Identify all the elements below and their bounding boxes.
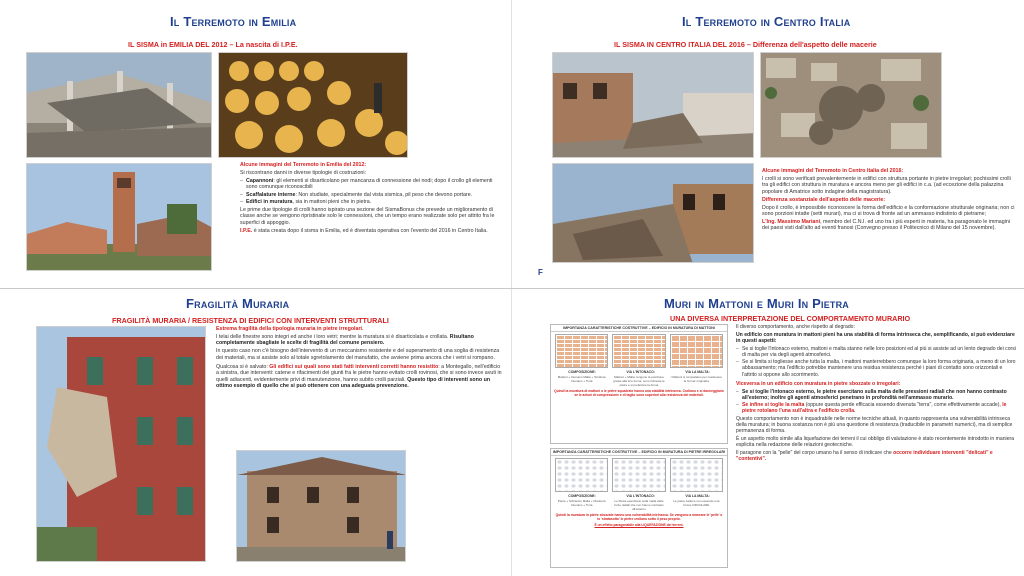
diagram-note: I Mattoni si compattano per mantenere la 'forma' originaria [670, 375, 722, 383]
slide-subtitle: IL SISMA IN CENTRO ITALIA DEL 2016 – Differenza dell'aspetto delle macerie [614, 40, 877, 49]
diagram-header: IMPORTANZA CARATTERISTICHE COSTRUTTIVE – EDIFICIO IN MURATURA DI MATTONI [551, 325, 727, 332]
diagram-brick-wall [550, 324, 728, 444]
photo-stone-house-montegallo [236, 450, 406, 562]
text-paragraph: È un aspetto molto simile alla liquefazione dei terreni il cui obbligo di valutazione è stato recentemente introdotto in maniera esplicita nella redazione delle relazioni geotecniche. [736, 435, 1015, 449]
slide-centro-italia [514, 0, 1024, 288]
photo-aerial-rubble [760, 52, 942, 158]
text-paragraph: Le prime due tipologie di crolli hanno ispirato una sezione del SismaBonus che prevede un miglioramento di classe anche se vengono ripristinate solo le connessioni, che un tempo erano realizzate solo per attrito fra le superfici di appoggio. [240, 207, 495, 226]
bullet-item: – Se si limita si togliesse anche tutta la malta, i mattoni manterrebbero comunque la loro forma originaria, a meno di un loro abbassamento; ma l'edificio potrebbe mantenere una residua resistenza perché i piani di contatto sono orizzontali e l'attrito si oppone allo scorrimento. [736, 359, 1018, 378]
text-block [736, 324, 1018, 572]
horizontal-divider [0, 288, 1024, 289]
diagram-label: VIA LA MALTA: [685, 494, 710, 498]
text-block [762, 168, 1018, 284]
slide-subtitle: FRAGILITÀ MURARIA / RESISTENZA DI EDIFICI CON INTERVENTI STRUTTURALI [112, 316, 389, 325]
text-paragraph: I.P.E. è stata creata dopo il sisma in Emilia, ed è diventata operativa con l'evento del 2016 in Centro Italia. [240, 227, 488, 234]
brick-no-mortar-figure [670, 334, 723, 368]
photo-red-building [36, 326, 206, 562]
bullet-item: – Se si toglie l'intonaco esterno, mattoni e malta stanno nelle loro posizioni ed al più si assiste ad un lento degrado dei corsi di malta per via degli agenti atmosferici. [736, 346, 1018, 358]
photo-church-tower [26, 163, 212, 271]
text-block [240, 162, 502, 284]
text-paragraph: In questo caso non c'è bisogno dell'intervento di un meccanismo resistente e del superamento di una soglia di resistenza dei materiali, ma si assiste solo al totale sgretolamento del manufatto, che avviene prima ancora che i vetri si rompano. [216, 348, 500, 361]
slide-fragilita [0, 290, 510, 576]
diagram-header: IMPORTANZA CARATTERISTICHE COSTRUTTIVE – EDIFICIO IN MURATURA DI PIETRE IRREGOLARI [552, 450, 726, 454]
brick-composition-figure [555, 334, 608, 368]
diagram-label: VIA LA MALTA: [685, 370, 710, 374]
slide-title: Fragilità Muraria [186, 296, 290, 311]
photo-cheese-shelves [218, 52, 408, 158]
text-paragraph: Qualcosa si è salvato: Gli edifici sui quali sono stati fatti interventi corretti hanno resistito: a Montegallo, nell'edificio a sinistra, due interventi: catene e rifacimenti dei giunti fra le pietre hanno evitato crolli rovinosi, che si sono invece avuti in quelli adiacenti, evidentemente privi di manutenzione, hanno subito crolli parziali. Questo tipo di interventi sono un ottimo esempio di quello che si può ottenere con una adeguata prevenzione. [216, 364, 502, 390]
bullet-item: – Se infine si toglie la malta (oppure questa perde efficacia essendo divenuta "terra", come effettivamente accade), le pietre rotolano l'una sull'altra e l'edificio crolla. [736, 402, 1018, 414]
text-intro: Si riscontrano danni in diverse tipologie di costruzioni: [240, 169, 367, 176]
slide-letter: F [538, 268, 543, 277]
slide-title: Il Terremoto in Emilia [170, 14, 297, 29]
slide-title: Il Terremoto in Centro Italia [682, 14, 851, 29]
diagram-label: VIA L'INTONACO: [626, 370, 655, 374]
photo-collapsed-stone-building [552, 163, 754, 263]
diagram-label: COMPOSIZIONE: [568, 370, 596, 374]
text-intro: Il diverso comportamento, anche rispetto al degrado: [736, 324, 855, 330]
diagram-caption: Quindi la muratura di mattoni o le pietre squadrate hanno una stabilità intrinseca. Crollano e si danneggiano se le azioni di compressione e di taglio sono superiori alla resistenza dei materiali. [554, 389, 724, 397]
slide-muri [514, 290, 1024, 576]
diagram-note: Mattoni + Malta: tengono la posizione grazie alla loro forma, sono richieste le pietre e si preferisce la forma [613, 375, 665, 387]
text-heading: Alcune immagini del Terremoto in Centro Italia del 2016: [762, 168, 904, 174]
slide-subtitle: UNA DIVERSA INTERPRETAZIONE DEL COMPORTAMENTO MURARIO [670, 314, 911, 323]
stone-composition-figure [555, 458, 608, 492]
text-paragraph: Dopo il crollo, è impossibile riconoscere la forma dell'edificio e la conformazione strutturale originaria; non ci sono porzioni intatte (setti murari), ma ci si trova di fronte ad un ammasso indistinto di pietrame; [762, 204, 1015, 217]
bullet-item: – Edifici in muratura, sia in mattoni pieni che in pietra. [240, 199, 502, 205]
diagram-footer: È un effetto paragonabile alla LIQUEFAZIONE dei terreni. [594, 523, 684, 527]
stone-no-plaster-figure [612, 458, 665, 492]
diagram-note: Pietre + Schiaccio Malta + Muratura Intonaco + Tinta [557, 499, 606, 507]
slide-subtitle: IL SISMA in EMILIA DEL 2012 – La nascita di I.P.E. [128, 40, 298, 49]
diagram-note: Le pietre cadono non essendo una forma CIRCOLARE [673, 499, 720, 507]
stone-no-mortar-figure [670, 458, 723, 492]
diagram-note: Mattoni + Intonaco Malta + Struttura Intonaco + Tinta [557, 375, 606, 383]
text-paragraph: Un edificio con muratura in mattoni pieni ha una stabilità di forma intrinseca che, semplificando, si può evidenziare in questi aspetti: [736, 331, 1015, 344]
text-paragraph: I crolli si sono verificati prevalentemente in edifici con struttura portante in pietre irregolari; pochissimi crolli tra gli edifici con struttura in muratura e ancora meno per gli edifici in c.a. (ad eccezione della palazzina popolare di Amatrice sotto indagine della magistratura). [762, 175, 1011, 195]
bullet-item: – Capannoni: gli elementi si disarticolano per mancanza di connessione dei nodi; dopo il crollo gli elementi sono comunque riconoscibili [240, 178, 502, 191]
diagram-label: COMPOSIZIONE: [568, 494, 596, 498]
text-heading: Viceversa in un edificio con muratura in pietre sbozzate o irregolari: [736, 380, 901, 387]
slide-title: Muri in Mattoni e Muri In Pietra [664, 296, 850, 311]
diagram-caption: Quindi la muratura in pietre sbozzate hanno una vulnerabilità intrinseca. Se vengono a mancare le 'pelle' o lo 'stratasotto' le pietre crollano sotto il peso proprio. [555, 513, 723, 521]
photo-collapsed-warehouse [26, 52, 212, 158]
text-paragraph: I telai delle finestre sono integri ed anche i loro vetri; mentre la muratura si è disarticolata e crollata. Risultano completamente sbagliate le scelte di fragilità del comune pensiero. [216, 333, 474, 347]
photo-damaged-street [552, 52, 754, 158]
text-paragraph: L'Ing. Massimo Mariani, membro del C.N.I. ed uno tra i più esperti in materia, ha paragonato le immagini dei paesi visti dall'alto ad eventi franosi (Convegno presso il Politecnico di Milano del 15 novembre). [762, 218, 1010, 232]
diagram-note: Le Pietre esercitano sulla malta delle forze radiali che non hanno contrasto all'esterno [614, 499, 664, 511]
text-block [216, 326, 504, 438]
text-heading: Estrema fragilità della tipologia muraria in pietre irregolari. [216, 326, 364, 332]
text-paragraph: Il paragone con la "pelle" del corpo umano ha il senso di indicare che occorre individuare interventi "delicati" e "contentivi". [736, 449, 993, 462]
text-paragraph: Questo comportamento non è inquadrabile nelle norme tecniche attuali, in quanto rappresenta una vulnerabilità intrinseca della muratura; in buona sostanza non è più una questione di resistenza (traducibile in parametri numerici), ma di semplice permanenza di forma. [736, 415, 1013, 435]
bullet-item: – Scaffalature interne: Non studiate, specialmente dal vista sismica, pil peso che devono portare. [240, 192, 502, 198]
diagram-stone-wall [550, 448, 728, 568]
brick-no-plaster-figure [612, 334, 665, 368]
text-heading-2: Differenza sostanziale dell'aspetto delle macerie: [762, 196, 886, 203]
slide-emilia [0, 0, 510, 288]
diagram-label: VIA L'INTONACO: [626, 494, 655, 498]
bullet-item: – Se si toglie l'intonaco esterno, le pietre esercitano sulla malta delle pressioni radiali che non hanno contrasto all'esterno; inoltre gli agenti atmosferici penetrano in profondità nell'ammasso murario. [736, 389, 1018, 401]
text-heading: Alcune immagini del Terremoto in Emilia del 2012: [240, 162, 367, 168]
